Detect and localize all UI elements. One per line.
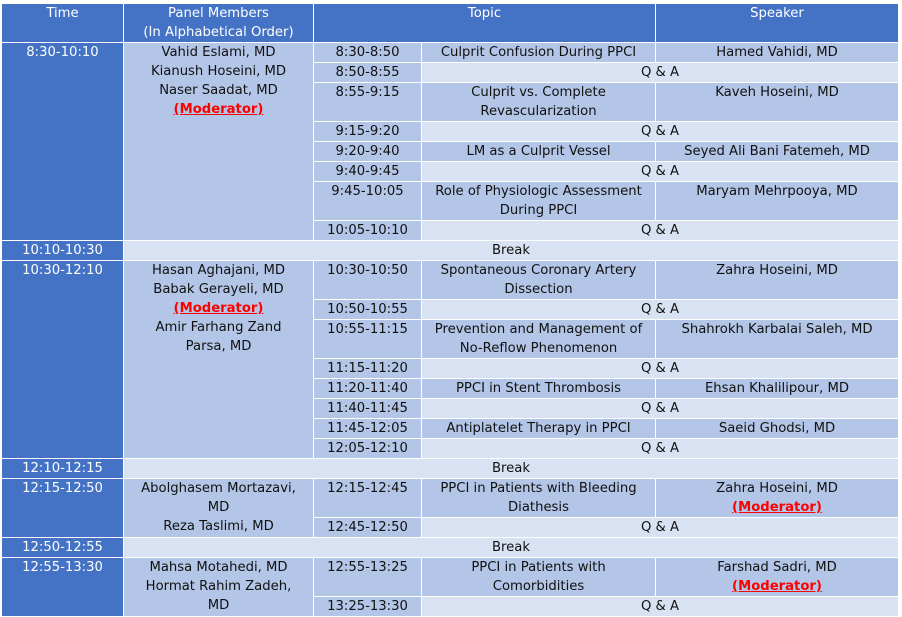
- panel-members: [124, 479, 314, 538]
- panel-member: Hasan Aghajani, MD: [151, 263, 285, 278]
- header-time: Time: [2, 4, 124, 43]
- panel-members: [124, 558, 314, 617]
- qa-label: Q & A: [422, 359, 899, 379]
- qa-label: Q & A: [422, 399, 899, 419]
- panel-member: Naser Saadat, MD: [159, 83, 278, 98]
- panel-member: MD: [207, 500, 230, 515]
- talk-topic-text: PPCI in Patients with Bleeding Diathesis: [440, 481, 637, 515]
- break-row: [2, 459, 899, 479]
- talk-speaker: [656, 379, 899, 399]
- header-panel-line1: Panel Members: [168, 6, 269, 21]
- speaker-name: Hamed Vahidi, MD: [716, 45, 838, 60]
- talk-topic: [422, 379, 656, 399]
- moderator-label: (Moderator): [732, 500, 822, 515]
- talk-time: 11:45-12:05: [314, 419, 422, 439]
- talk-speaker: [656, 419, 899, 439]
- break-time: 12:10-12:15: [2, 459, 124, 479]
- session-time: 12:15-12:50: [2, 479, 124, 538]
- session-time: 12:55-13:30: [2, 558, 124, 617]
- break-label: Break: [124, 538, 899, 558]
- schedule-table: [1, 3, 899, 617]
- moderator-label: (Moderator): [732, 579, 822, 594]
- session-row: [2, 43, 899, 63]
- talk-topic-text: Spontaneous Coronary Artery Dissection: [440, 263, 637, 297]
- panel-members: [124, 43, 314, 241]
- session-time: 8:30-10:10: [2, 43, 124, 241]
- speaker-name: Ehsan Khalilipour, MD: [704, 381, 850, 396]
- panel-member: Reza Taslimi, MD: [163, 519, 274, 534]
- talk-speaker: [656, 261, 899, 300]
- speaker-name: Shahrokh Karbalai Saleh, MD: [681, 322, 873, 337]
- panel-member: Amir Farhang Zand: [155, 320, 282, 335]
- talk-speaker: [656, 83, 899, 122]
- talk-time: 12:05-12:10: [314, 439, 422, 459]
- talk-topic-text: PPCI in Stent Thrombosis: [455, 381, 622, 396]
- panel-member: Kianush Hoseini, MD: [150, 64, 287, 79]
- talk-time: 11:15-11:20: [314, 359, 422, 379]
- panel-member: Parsa, MD: [185, 339, 252, 354]
- talk-time: 10:55-11:15: [314, 320, 422, 359]
- talk-time: 8:30-8:50: [314, 43, 422, 63]
- talk-time: 10:30-10:50: [314, 261, 422, 300]
- talk-topic-text: Culprit Confusion During PPCI: [440, 45, 637, 60]
- qa-label: Q & A: [422, 63, 899, 83]
- talk-time: 8:55-9:15: [314, 83, 422, 122]
- talk-time: 11:40-11:45: [314, 399, 422, 419]
- speaker-name: Farshad Sadri, MD: [717, 560, 837, 575]
- moderator-label: (Moderator): [173, 301, 264, 316]
- talk-topic: [422, 479, 656, 518]
- panel-member: Hormat Rahim Zadeh,: [145, 579, 292, 594]
- talk-speaker: [656, 142, 899, 162]
- header-row: [2, 4, 899, 43]
- talk-topic-text: Antiplatelet Therapy in PPCI: [446, 421, 631, 436]
- talk-topic: [422, 419, 656, 439]
- talk-speaker: [656, 558, 899, 597]
- talk-time: 9:20-9:40: [314, 142, 422, 162]
- speaker-name: Zahra Hoseini, MD: [716, 481, 838, 496]
- panel-members: [124, 261, 314, 459]
- panel-member: MD: [207, 598, 230, 613]
- talk-topic-text: Culprit vs. Complete Revascularization: [471, 85, 606, 119]
- talk-topic-text: PPCI in Patients with Comorbidities: [471, 560, 606, 594]
- qa-label: Q & A: [422, 221, 899, 241]
- talk-topic: [422, 182, 656, 221]
- talk-speaker: [656, 43, 899, 63]
- break-time: 10:10-10:30: [2, 241, 124, 261]
- session-row: [2, 261, 899, 300]
- talk-topic: [422, 142, 656, 162]
- qa-label: Q & A: [422, 518, 899, 538]
- session-row: [2, 558, 899, 597]
- talk-topic-text: LM as a Culprit Vessel: [466, 144, 611, 159]
- panel-member: Babak Gerayeli, MD: [153, 282, 284, 297]
- talk-time: 12:15-12:45: [314, 479, 422, 518]
- speaker-name: Zahra Hoseini, MD: [716, 263, 838, 278]
- talk-topic: [422, 83, 656, 122]
- panel-member: Vahid Eslami, MD: [161, 45, 276, 60]
- panel-member: Mahsa Motahedi, MD: [149, 560, 288, 575]
- speaker-name: Saeid Ghodsi, MD: [718, 421, 836, 436]
- talk-speaker: [656, 182, 899, 221]
- talk-speaker: [656, 479, 899, 518]
- talk-time: 9:45-10:05: [314, 182, 422, 221]
- qa-label: Q & A: [422, 122, 899, 142]
- talk-time: 13:25-13:30: [314, 597, 422, 617]
- header-panel-line2: (In Alphabetical Order): [143, 25, 294, 40]
- talk-time: 9:15-9:20: [314, 122, 422, 142]
- header-speaker: Speaker: [656, 4, 899, 43]
- talk-time: 10:50-10:55: [314, 300, 422, 320]
- break-row: [2, 538, 899, 558]
- talk-topic-text: Role of Physiologic Assessment During PPCI: [435, 184, 642, 218]
- qa-label: Q & A: [422, 300, 899, 320]
- talk-time: 8:50-8:55: [314, 63, 422, 83]
- break-row: [2, 241, 899, 261]
- talk-time: 12:55-13:25: [314, 558, 422, 597]
- talk-speaker: [656, 320, 899, 359]
- panel-member: Abolghasem Mortazavi,: [141, 481, 296, 496]
- session-time: 10:30-12:10: [2, 261, 124, 459]
- talk-topic: [422, 261, 656, 300]
- moderator-label: (Moderator): [173, 102, 264, 117]
- speaker-name: Seyed Ali Bani Fatemeh, MD: [684, 144, 870, 159]
- talk-time: 12:45-12:50: [314, 518, 422, 538]
- talk-time: 11:20-11:40: [314, 379, 422, 399]
- break-time: 12:50-12:55: [2, 538, 124, 558]
- talk-time: 10:05-10:10: [314, 221, 422, 241]
- speaker-name: Maryam Mehrpooya, MD: [696, 184, 858, 199]
- qa-label: Q & A: [422, 162, 899, 182]
- header-topic: Topic: [314, 4, 656, 43]
- talk-time: 9:40-9:45: [314, 162, 422, 182]
- qa-label: Q & A: [422, 597, 899, 617]
- speaker-name: Kaveh Hoseini, MD: [715, 85, 839, 100]
- qa-label: Q & A: [422, 439, 899, 459]
- break-label: Break: [124, 459, 899, 479]
- talk-topic: [422, 43, 656, 63]
- talk-topic-text: Prevention and Management of No-Reflow Phenomenon: [434, 322, 643, 356]
- session-row: [2, 479, 899, 518]
- talk-topic: [422, 320, 656, 359]
- header-panel-members: [124, 4, 314, 43]
- break-label: Break: [124, 241, 899, 261]
- talk-topic: [422, 558, 656, 597]
